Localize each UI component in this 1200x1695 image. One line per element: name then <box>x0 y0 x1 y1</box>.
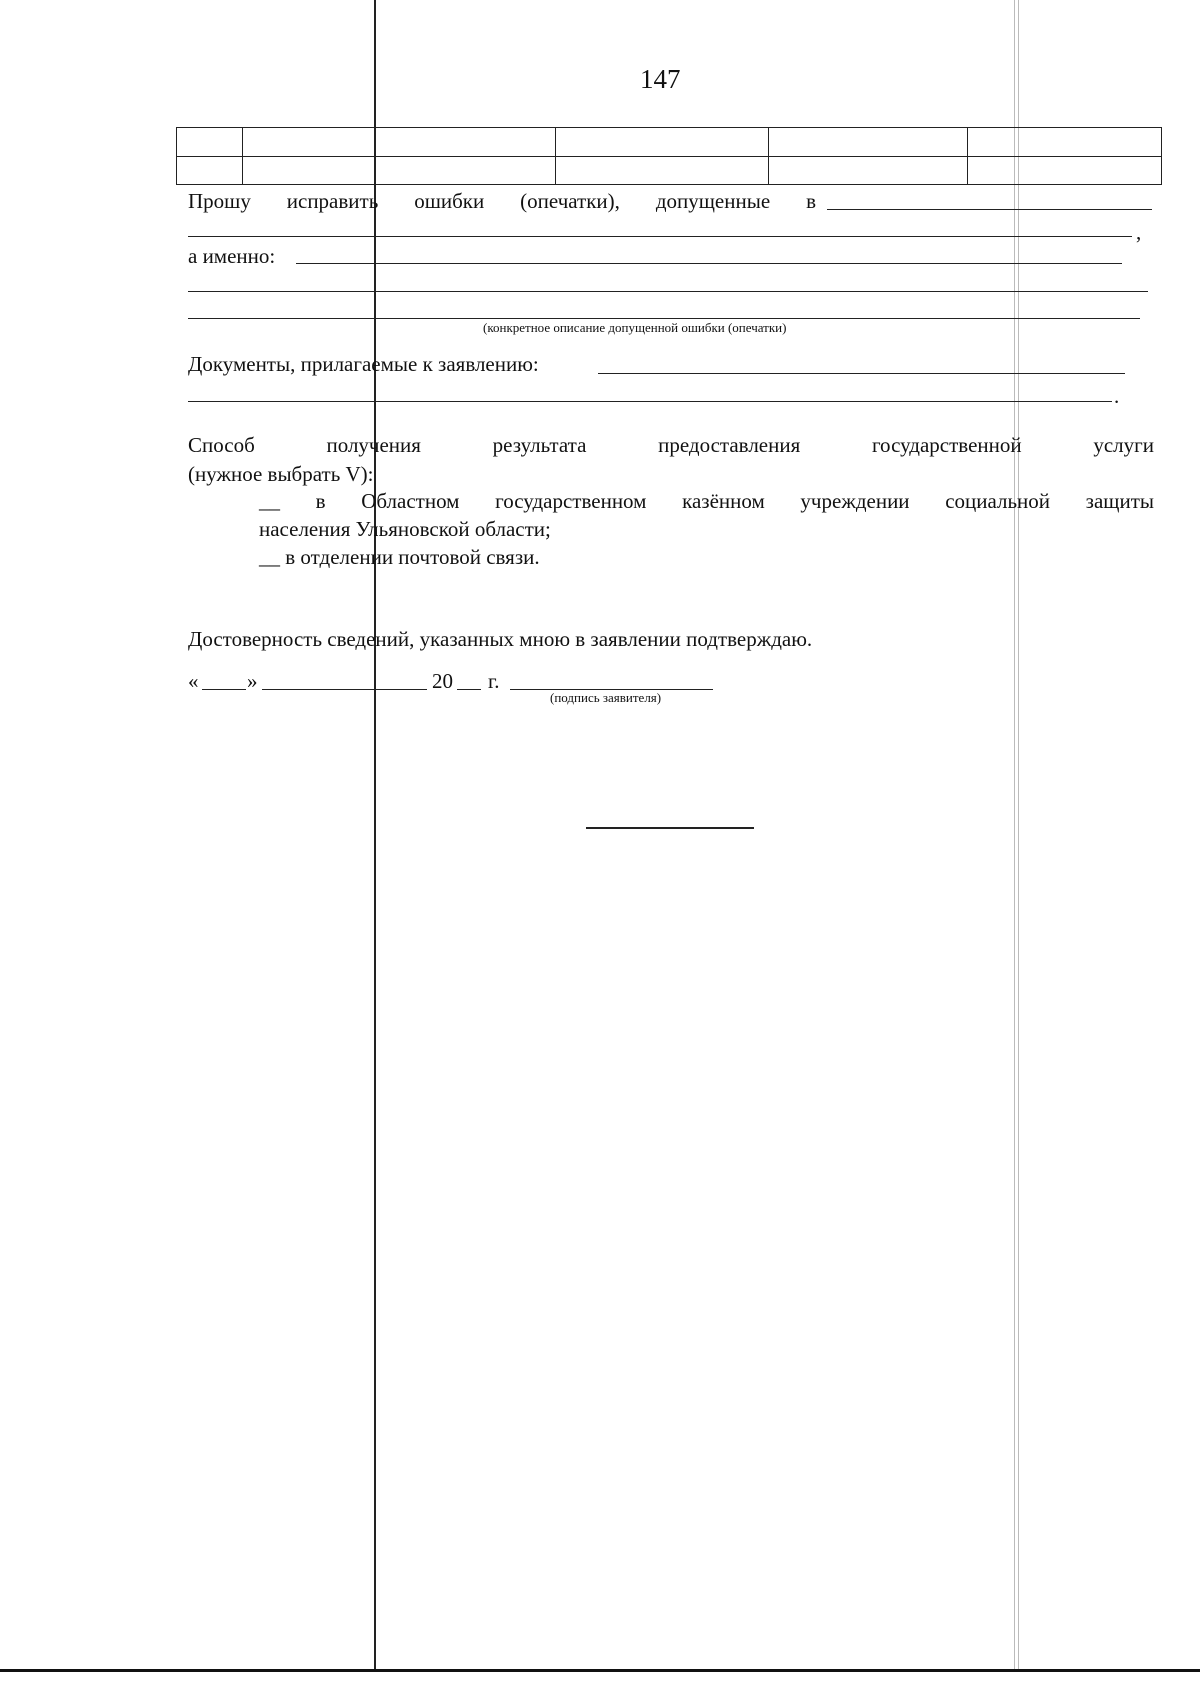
date-day-blank[interactable] <box>202 689 246 690</box>
header-table <box>176 127 1162 185</box>
table-cell <box>243 128 556 157</box>
table-cell <box>769 128 968 157</box>
table-cell <box>177 128 243 157</box>
documents-label: Документы, прилагаемые к заявлению: <box>188 352 539 376</box>
namely-label: а именно: <box>188 244 276 268</box>
method-option-ogku[interactable]: __ в Областном государственном казённом учреждении социальной защиты <box>259 489 1154 513</box>
end-divider <box>586 827 754 829</box>
date-year-prefix: 20 <box>432 669 453 693</box>
documents-end-dot: . <box>1114 384 1120 408</box>
date-close-quote: » <box>247 669 258 693</box>
documents-blank-1[interactable] <box>598 373 1125 374</box>
error-description-caption: (конкретное описание допущенной ошибки (опечатки) <box>483 320 787 335</box>
date-year-blank[interactable] <box>457 689 481 690</box>
scan-fold-line-right <box>1014 0 1015 1672</box>
table-row <box>177 128 1162 157</box>
signature-caption: (подпись заявителя) <box>550 690 662 705</box>
scan-fold-line-right-2 <box>1018 0 1019 1672</box>
namely-blank-2[interactable] <box>188 291 1148 292</box>
scan-fold-line-left <box>374 0 376 1672</box>
namely-blank-3[interactable] <box>188 318 1140 319</box>
table-cell <box>968 156 1162 185</box>
namely-blank-1[interactable] <box>296 263 1122 264</box>
method-option-ogku-line-2: населения Ульяновской области; <box>259 517 551 541</box>
documents-blank-2[interactable] <box>188 401 1112 402</box>
table-cell <box>556 128 769 157</box>
request-line: Прошу исправить ошибки (опечатки), допущенные в <box>188 189 816 213</box>
date-open-quote: « <box>188 669 199 693</box>
method-option-post[interactable]: __ в отделении почтовой связи. <box>259 545 540 569</box>
request-comma: , <box>1136 220 1142 244</box>
request-blank-1[interactable] <box>827 209 1152 210</box>
confirmation-text: Достоверность сведений, указанных мною в заявлении подтверждаю. <box>188 627 813 651</box>
table-cell <box>177 156 243 185</box>
table-row <box>177 156 1162 185</box>
scan-bottom-edge <box>0 1669 1200 1672</box>
date-year-suffix: г. <box>488 669 500 693</box>
table-cell <box>769 156 968 185</box>
table-cell <box>968 128 1162 157</box>
method-line-2: (нужное выбрать V): <box>188 462 374 486</box>
request-blank-2[interactable] <box>188 236 1132 237</box>
date-month-blank[interactable] <box>262 689 427 690</box>
table-cell <box>556 156 769 185</box>
table-cell <box>243 156 556 185</box>
method-line-1: Способ получения результата предоставления государственной услуги <box>188 433 1154 457</box>
page-number: 147 <box>640 64 681 94</box>
